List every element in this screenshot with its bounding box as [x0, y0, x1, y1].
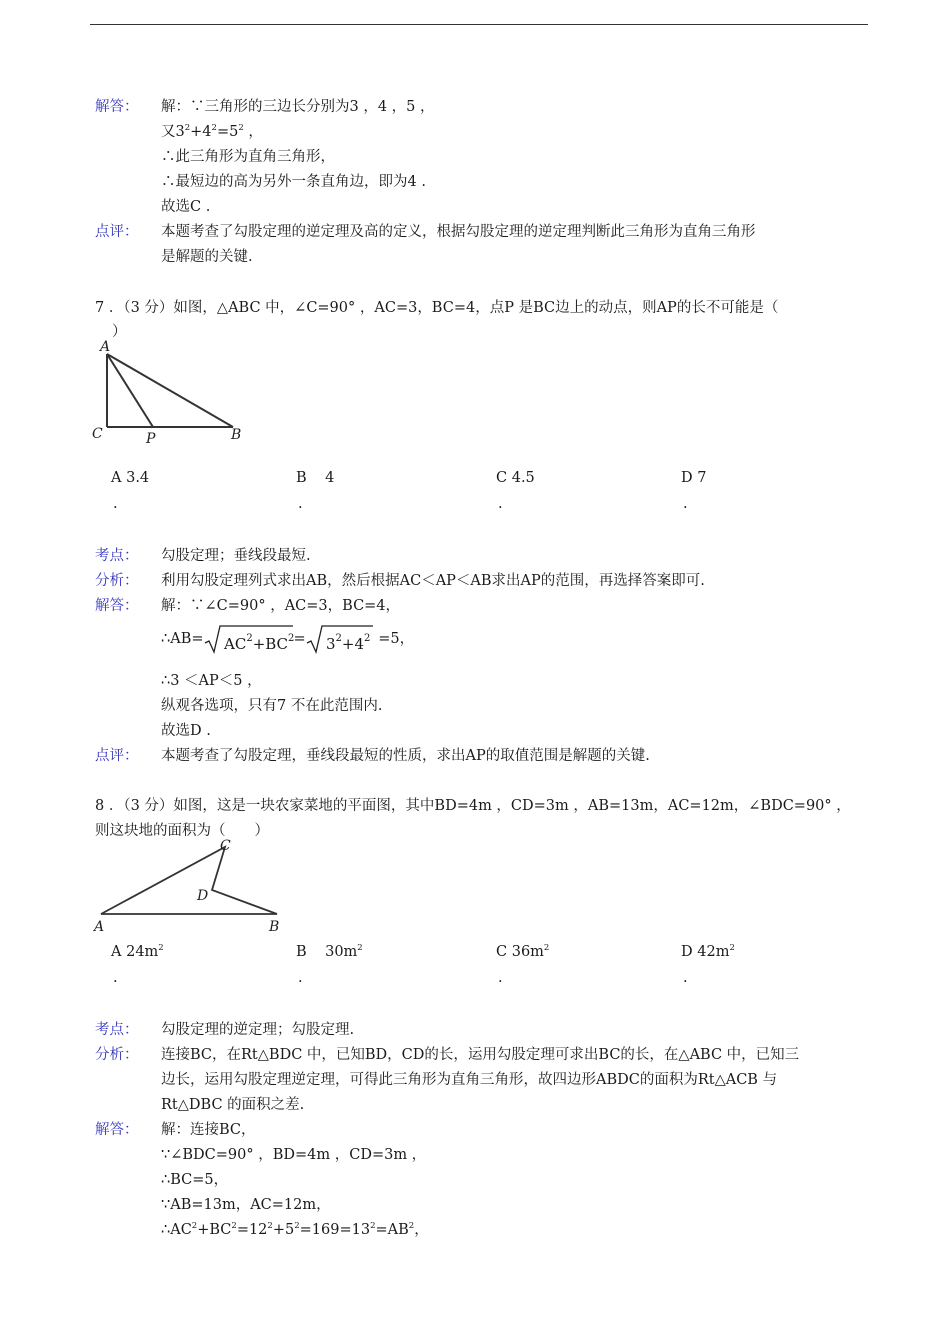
header-rule [90, 24, 868, 25]
knowledge-point-text: 勾股定理的逆定理；勾股定理. [161, 1022, 355, 1038]
answer-label: 解答： [95, 1122, 139, 1138]
point-label-a: A [100, 339, 111, 355]
point-label-a: A [94, 919, 105, 935]
point-label-p: P [146, 431, 156, 447]
solution-line: ∵AB=13m，AC=12m， [161, 1197, 331, 1213]
answer-label: 解答： [95, 99, 139, 115]
question-8-stem: 8 ．（3 分）如图，这是一块农家菜地的平面图，其中BD=4m ，CD=3m ，AB=13m，AC=12m，∠BDC=90° ， [95, 798, 851, 814]
solution-line: ∴BC=5， [161, 1172, 229, 1188]
point-label-b: B [269, 919, 280, 935]
option-d[interactable]: D 7 [681, 470, 707, 486]
option-dot: . [683, 496, 688, 512]
option-c[interactable]: C $36m^2$ [496, 943, 550, 960]
option-dot: . [298, 970, 303, 986]
answer-label: 解答： [95, 598, 139, 614]
question-7-stem-cont: ） [112, 324, 127, 340]
svg-text:AC2+BC2: $AC^2+BC^2$ [223, 633, 294, 653]
analysis-line: Rt△DBC 的面积之差. [161, 1097, 305, 1113]
solution-line: 又$3^2+4^2=5^2$ ， [161, 123, 263, 140]
option-dot: . [113, 970, 118, 986]
solution-line: $\therefore AC^2+BC^2=12^2+5^2=169=13^2=AB^2$， [161, 1221, 429, 1238]
analysis-line: 边长，运用勾股定理逆定理，可得此三角形为直角三角形，故四边形ABDC的面积为Rt△ACB 与 [161, 1072, 778, 1088]
analysis-line: 连接BC，在Rt△BDC 中，已知BD，CD的长，运用勾股定理可求出BC的长，在△ABC 中，已知三 [161, 1047, 800, 1063]
option-dot: . [113, 496, 118, 512]
solution-line: ∴3 ＜AP＜5 ， [161, 673, 262, 689]
analysis-label: 分析： [95, 1047, 139, 1063]
solution-line: 故选D . [161, 723, 211, 739]
sqrt-3-2-4-2 [306, 624, 374, 654]
knowledge-point-text: 勾股定理；垂线段最短. [161, 548, 311, 564]
option-dot: . [298, 496, 303, 512]
knowledge-point-label: 考点： [95, 1022, 139, 1038]
solution-line: 解：∵∠C=90° ，AC=3，BC=4， [161, 598, 401, 614]
option-dot: . [683, 970, 688, 986]
option-b[interactable]: B $30m^2$ [296, 943, 363, 960]
comment-line: 本题考查了勾股定理，垂线段最短的性质，求出AP的取值范围是解题的关键. [161, 748, 650, 764]
option-a[interactable]: A $24m^2$ [111, 943, 164, 960]
solution-line: 纵观各选项，只有7 不在此范围内. [161, 698, 383, 714]
ab-formula: ∴AB= $AC^2+BC^2$ = $3^2+4^2$ =5， [161, 624, 414, 654]
analysis-text: 利用勾股定理列式求出AB，然后根据AC＜AP＜AB求出AP的范围，再选择答案即可. [161, 573, 705, 589]
option-d[interactable]: D $42m^2$ [681, 943, 735, 960]
question-8-stem-cont: 则这块地的面积为（ ） [95, 823, 269, 839]
knowledge-point-label: 考点： [95, 548, 139, 564]
option-c[interactable]: C 4.5 [496, 470, 535, 486]
point-label-c: C [92, 426, 103, 442]
quadrilateral-abdc-figure [88, 834, 288, 936]
comment-label: 点评： [95, 748, 139, 764]
solution-line: 解：∵三角形的三边长分别为3 ，4 ，5 ， [161, 99, 435, 115]
solution-line: ∵∠BDC=90° ，BD=4m ，CD=3m ， [161, 1147, 427, 1163]
solution-line: 故选C . [161, 199, 211, 215]
point-label-d: D [197, 888, 209, 904]
analysis-label: 分析： [95, 573, 139, 589]
comment-line: 是解题的关键. [161, 249, 253, 265]
point-label-b: B [231, 427, 242, 443]
comment-line: 本题考查了勾股定理的逆定理及高的定义，根据勾股定理的逆定理判断此三角形为直角三角形 [161, 224, 756, 240]
solution-line: ∴最短边的高为另外一条直角边，即为4 . [161, 174, 426, 190]
comment-label: 点评： [95, 224, 139, 240]
option-dot: . [498, 970, 503, 986]
option-a[interactable]: A 3.4 [111, 470, 150, 486]
solution-line: ∴此三角形为直角三角形， [161, 149, 335, 165]
sqrt-ac2-bc2 [204, 624, 294, 654]
option-b[interactable]: B 4 [296, 470, 335, 486]
segment-ap [107, 354, 153, 427]
option-dot: . [498, 496, 503, 512]
point-label-c: C [220, 838, 231, 854]
svg-text:32+42: $3^2+4^2$ [325, 633, 371, 653]
quadrilateral-abdc [101, 847, 277, 914]
question-7-stem: 7 ．（3 分）如图，△ABC 中，∠C=90° ，AC=3，BC=4，点P 是BC边上的动点，则AP的长不可能是（ [95, 300, 779, 316]
solution-line: 解：连接BC， [161, 1122, 256, 1138]
triangle-abc-figure [88, 336, 258, 448]
segment-ab [107, 354, 233, 427]
